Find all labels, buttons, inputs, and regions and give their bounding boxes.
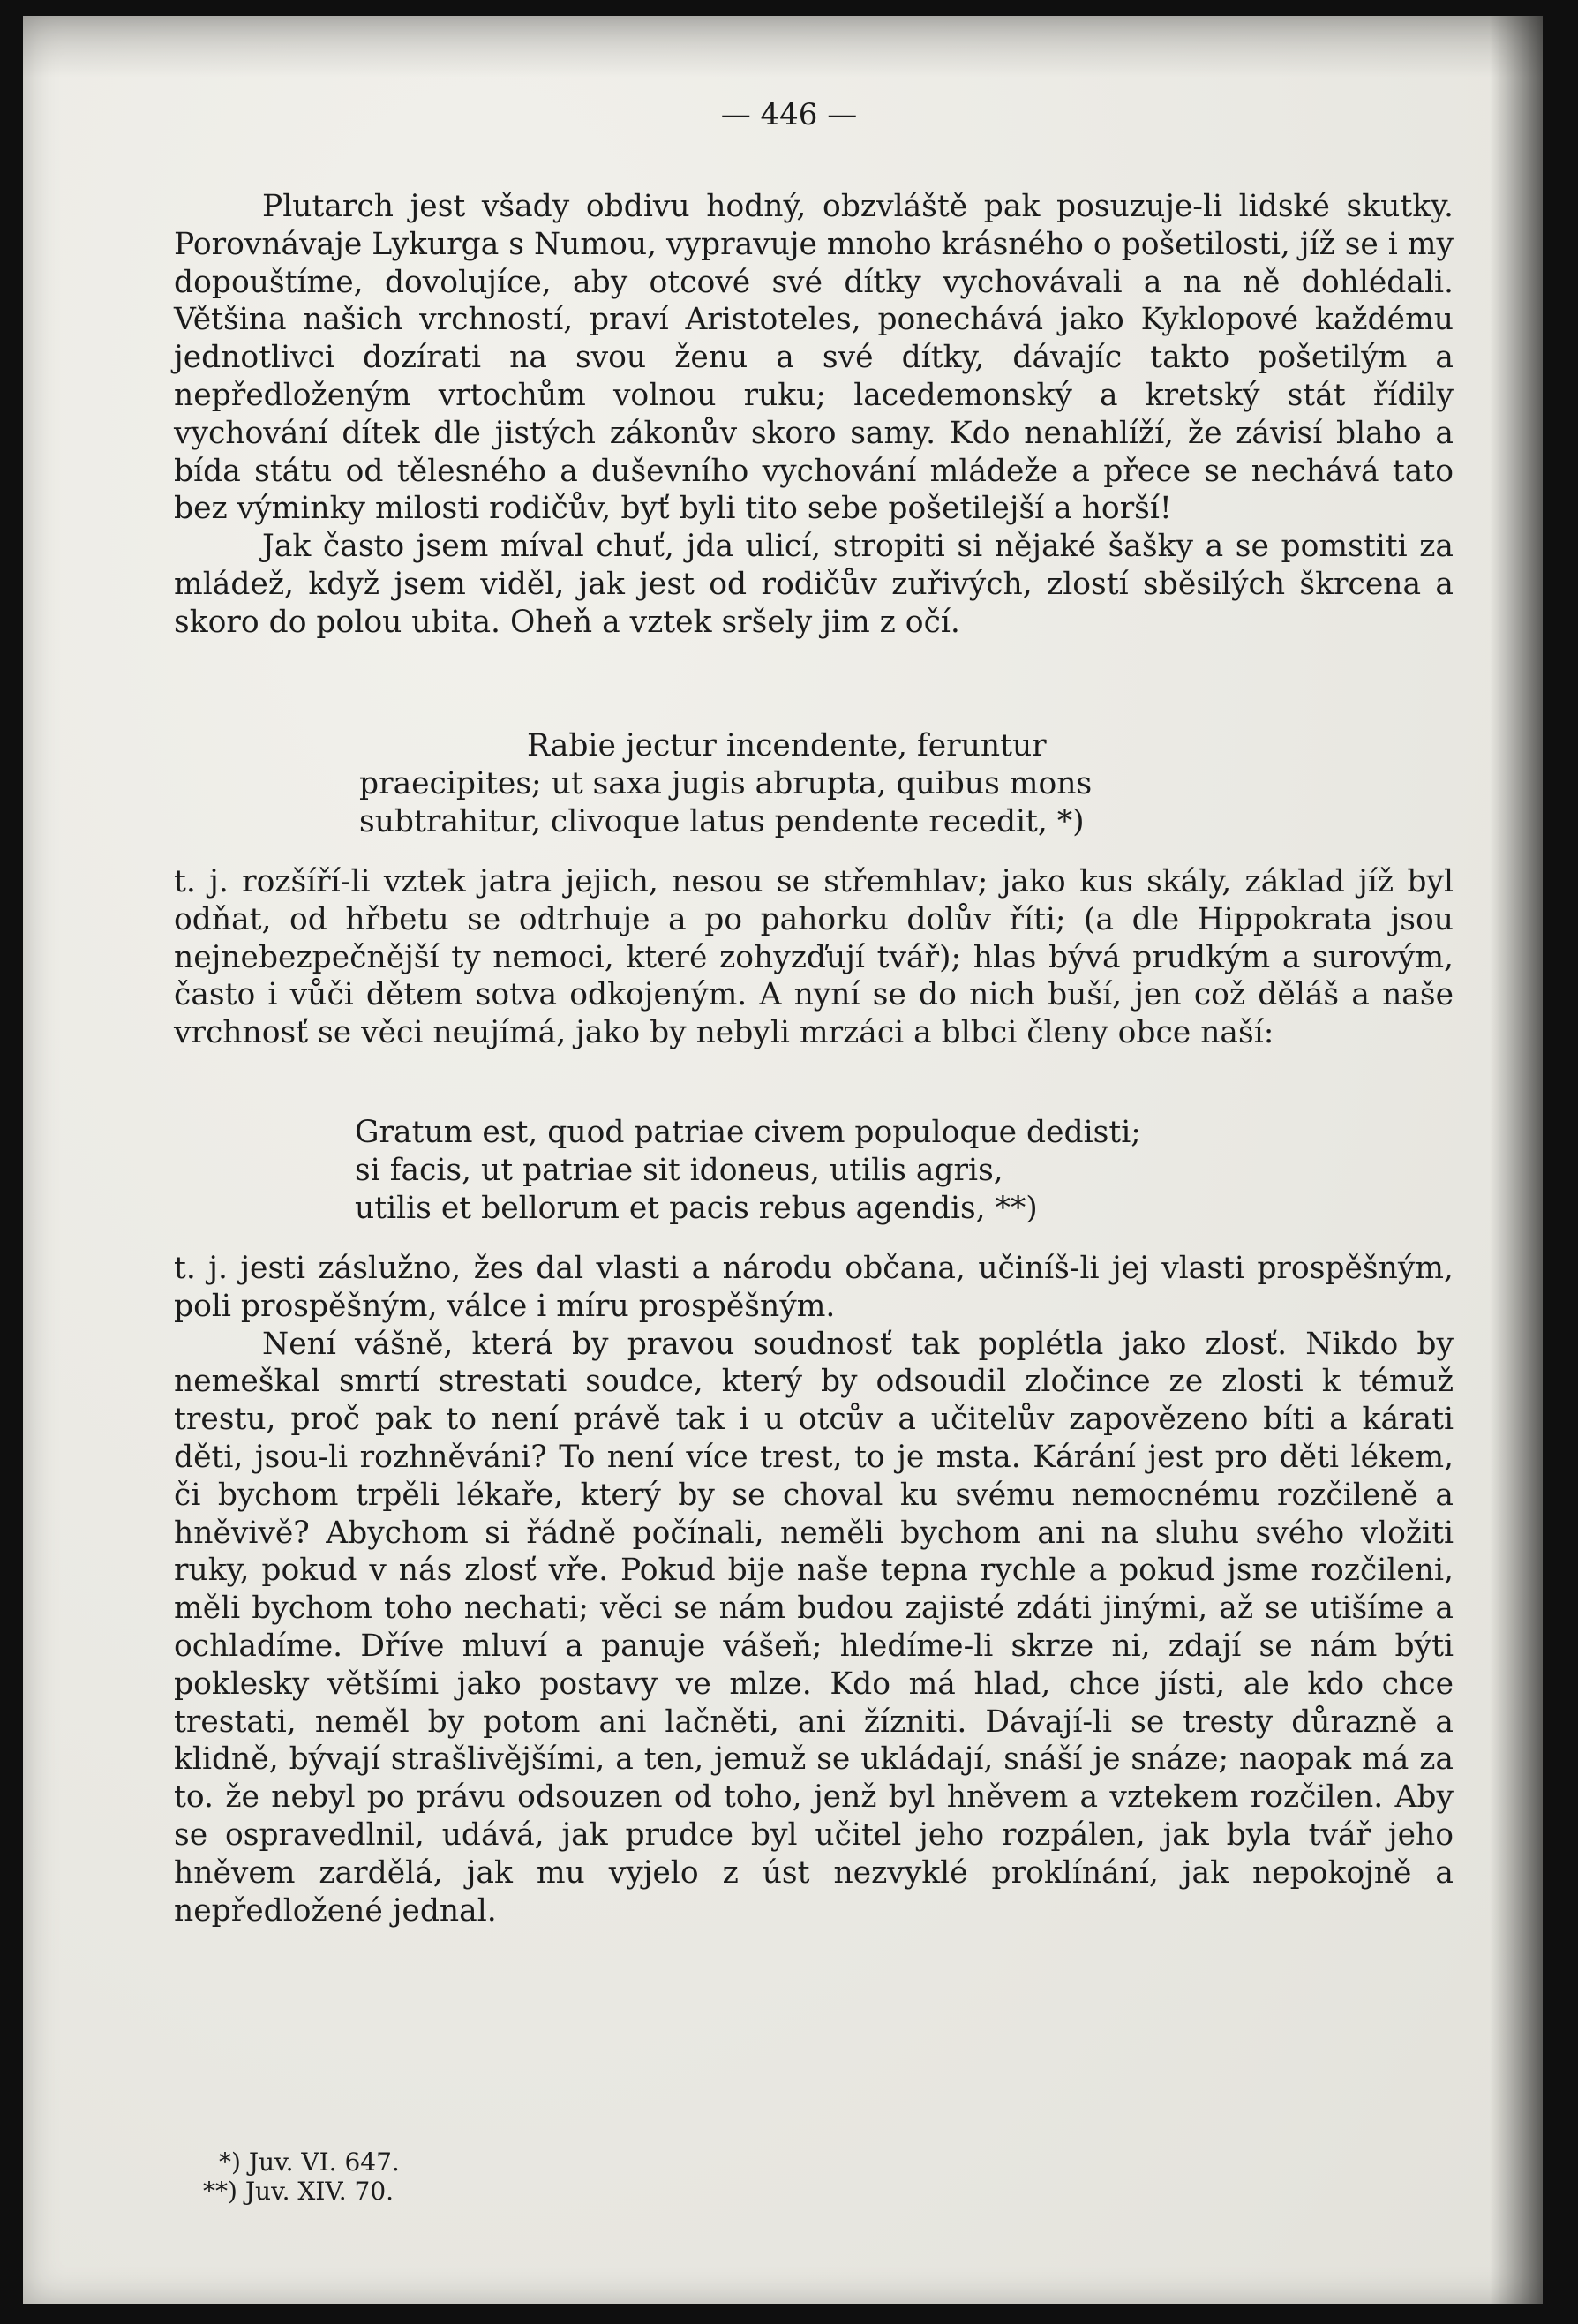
text-block-3 — [174, 1250, 1454, 1929]
quote-2-line-2: si facis, ut patriae sit idoneus, utilis agris, — [355, 1152, 1003, 1188]
footnote-2: **) Juv. XIV. 70. — [203, 2177, 394, 2206]
text-block-1 — [174, 188, 1454, 642]
footnote-1: *) Juv. VI. 647. — [219, 2147, 400, 2177]
quote-1-line-3: subtrahitur, clivoque latus pendente recedit, *) — [359, 803, 1085, 839]
quote-2-line-1: Gratum est, quod patriae civem populoque dedisti; — [355, 1115, 1141, 1150]
latin-quote-2 — [355, 1114, 1141, 1227]
paragraph-2: Jak často jsem míval chuť, jda ulicí, stropiti si nějaké šašky a se pomstiti za mládež, když jsem viděl, jak jest od rodičův zuřivých, zlostí sběsilých škrcena a skoro do polou ubita. Oheň a vztek sršely jim z očí. — [174, 529, 1454, 640]
paragraph-5: Není vášně, která by pravou soudnosť tak poplétla jako zlosť. Nikdo by nemeškal smrtí strestati soudce, který by odsoudil zločince ze zlosti k témuž trestu, proč pak to není právě tak i u otcův a učitelův zapovězeno bíti a kárati děti, jsou-li rozhněváni? To není více trest, to je msta. Kárání jest pro děti lékem, či bychom trpěli lékaře, který by se choval ku svému nemocnému rozčileně a hněvivě? Abychom si řádně počínali, neměli bychom ani na sluhu svého vložiti ruky, pokud v nás zlosť vře. Pokud bije naše tepna rychle a pokud jsme rozčileni, měli bychom toho nechati; věci se nám budou zajisté zdáti jinými, až se utišíme a ochladíme. Dříve mluví a panuje vášeň; hledíme-li skrze ni, zdají se nám býti poklesky většími jako postavy ve mlze. Kdo má hlad, chce jísti, ale kdo chce trestati, neměl by potom ani lačněti, ani žízniti. Dávají-li se tresty důrazně a klidně, bývají strašlivějšími, a ten, jemuž se ukládají, snáší je snáze; naopak má za to. že nebyl po právu odsouzen od toho, jenž byl hněvem a vztekem rozčilen. Aby se ospravedlnil, udává, jak prudce byl učitel jeho rozpálen, jak byla tvář jeho hněvem zardělá, jak mu vyjelo z úst nezvyklé proklínání, jak nepokojně a nepředložené jednal. — [174, 1326, 1454, 1929]
page-right-shadow — [1490, 16, 1543, 2304]
latin-quote-1 — [359, 727, 1093, 840]
paragraph-1: Plutarch jest všady obdivu hodný, obzvláště pak posuzuje-li lidské skutky. Porovnávaje Lykurga s Numou, vypravuje mnoho krásného o pošetilosti, jíž se i my dopouštíme, dovolujíce, aby otcové své dítky vychovávali a na ně dohlédali. Většina našich vrchností, praví Aristoteles, ponechává jako Kyklopové každému jednotlivci dozírati na svou ženu a své dítky, dávajíc takto pošetilým a nepředloženým vrtochům volnou ruku; lacedemonský a kretský stát řídily vychování dítek dle jistých zákonův skoro samy. Kdo nenahlíží, že závisí blaho a bída státu od tělesného a duševního vychování mládeže a přece se nechává tato bez výminky milosti rodičův, byť byli tito sebe pošetilejší a horší! — [174, 189, 1454, 527]
footnotes — [203, 2147, 400, 2206]
quote-1-line-2: praecipites; ut saxa jugis abrupta, quibus mons — [359, 765, 1093, 801]
page-number: — 446 — — [720, 97, 858, 132]
quote-1-line-1: Rabie jectur incendente, feruntur — [527, 728, 1047, 763]
paragraph-4: t. j. jesti záslužno, žes dal vlasti a národu občana, učiníš-li jej vlasti prospěšným, poli prospěšným, válce i míru prospěšným. — [174, 1251, 1454, 1324]
page-top-shadow — [23, 16, 1543, 78]
paragraph-3: t. j. rozšíří-li vztek jatra jejich, nesou se střemhlav; jako kus skály, základ jíž byl odňat, od hřbetu se odtrhuje a po pahorku dolův říti; (a dle Hippokrata jsou nejnebezpečnější ty nemoci, které zohyzďují tvář); hlas bývá prudkým a surovým, často i vůči dětem sotva odkojeným. A nyní se do nich buší, jen což děláš a naše vrchnosť se věci neujímá, jako by nebyli mrzáci a blbci členy obce naší: — [174, 864, 1454, 1051]
text-block-2 — [174, 863, 1454, 1052]
quote-2-line-3: utilis et bellorum et pacis rebus agendis, **) — [355, 1190, 1038, 1226]
